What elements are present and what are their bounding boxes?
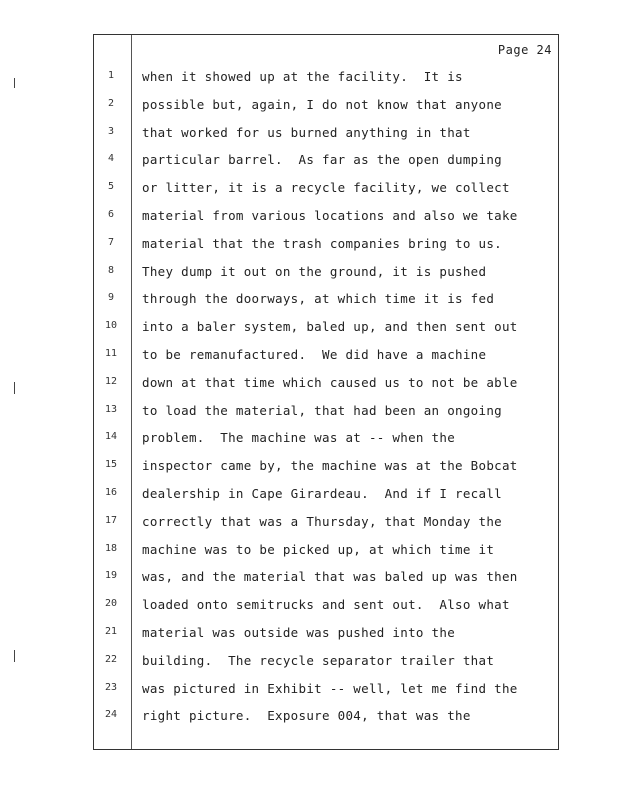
- line-text: into a baler system, baled up, and then sent out: [142, 319, 518, 335]
- line-text: possible but, again, I do not know that anyone: [142, 96, 502, 112]
- line-number: 11: [104, 348, 118, 359]
- line-number: 5: [107, 181, 115, 193]
- line-text: material from various locations and also we take: [142, 208, 518, 223]
- line-text: or litter, it is a recycle facility, we collect: [142, 180, 510, 196]
- transcript-line: [94, 428, 560, 448]
- transcript-line: [94, 289, 560, 309]
- transcript-line: [94, 262, 560, 282]
- line-number: 16: [104, 487, 118, 498]
- transcript-line: [94, 95, 560, 115]
- line-text: material was outside was pushed into the: [142, 625, 456, 640]
- line-number: 18: [104, 542, 118, 554]
- line-number: 7: [107, 236, 115, 248]
- line-text: was, and the material that was baled up was then: [142, 569, 518, 585]
- scan-mark: [14, 382, 15, 394]
- transcript-line: [94, 317, 560, 337]
- transcript-line: [94, 567, 560, 587]
- line-number: 24: [104, 709, 118, 721]
- transcript-line: [94, 623, 560, 643]
- transcript-line: [94, 178, 560, 198]
- line-number: 6: [107, 209, 115, 220]
- line-number: 4: [107, 153, 115, 165]
- transcript-page: [93, 34, 559, 750]
- line-text: building. The recycle separator trailer that: [142, 652, 495, 668]
- line-text: when it showed up at the facility. It is: [142, 69, 463, 84]
- transcript-line: [94, 456, 560, 476]
- line-text: dealership in Cape Girardeau. And if I recall: [142, 486, 502, 501]
- line-number: 3: [107, 125, 115, 137]
- transcript-line: [94, 595, 560, 615]
- page-number: Page 24: [497, 43, 552, 57]
- transcript-line: [94, 123, 560, 143]
- transcript-line: [94, 706, 560, 726]
- transcript-line: [94, 345, 560, 365]
- line-number: 19: [104, 570, 118, 582]
- line-number: 2: [107, 97, 115, 109]
- transcript-line: [94, 373, 560, 393]
- transcript-line: [94, 206, 560, 226]
- transcript-line: [94, 401, 560, 421]
- transcript-line: [94, 150, 560, 170]
- transcript-line: [94, 540, 560, 560]
- line-number: 20: [104, 598, 118, 610]
- line-text: was pictured in Exhibit -- well, let me find the: [142, 680, 518, 696]
- scan-mark: [14, 650, 15, 662]
- line-text: loaded onto semitrucks and sent out. Also what: [142, 597, 510, 613]
- line-text: problem. The machine was at -- when the: [142, 430, 456, 446]
- line-number: 14: [104, 431, 118, 443]
- scan-mark: [14, 78, 15, 88]
- transcript-line: [94, 67, 560, 87]
- line-number: 8: [107, 264, 115, 276]
- line-number: 9: [107, 292, 115, 304]
- line-text: inspector came by, the machine was at the Bobcat: [142, 458, 518, 474]
- line-text: right picture. Exposure 004, that was the: [142, 708, 471, 724]
- line-text: to be remanufactured. We did have a machine: [142, 347, 487, 362]
- line-text: material that the trash companies bring to us.: [142, 235, 502, 251]
- line-number: 1: [107, 70, 115, 81]
- line-number: 22: [104, 653, 118, 665]
- transcript-line: [94, 679, 560, 699]
- line-text: correctly that was a Thursday, that Monday the: [142, 513, 502, 529]
- line-text: They dump it out on the ground, it is pushed: [142, 263, 487, 279]
- line-text: that worked for us burned anything in that: [142, 124, 471, 140]
- line-text: machine was to be picked up, at which time it: [142, 541, 495, 557]
- line-number: 15: [104, 459, 118, 471]
- line-text: through the doorways, at which time it is fed: [142, 291, 495, 307]
- line-number: 12: [104, 375, 118, 387]
- line-number: 17: [104, 514, 118, 526]
- line-number: 13: [104, 403, 118, 415]
- transcript-line: [94, 512, 560, 532]
- transcript-line: [94, 484, 560, 504]
- transcript-line: [94, 234, 560, 254]
- line-text: to load the material, that had been an ongoing: [142, 402, 502, 418]
- line-number: 23: [104, 681, 118, 693]
- line-text: particular barrel. As far as the open dumping: [142, 152, 502, 168]
- line-number: 21: [104, 626, 118, 637]
- line-text: down at that time which caused us to not be able: [142, 374, 518, 390]
- line-number: 10: [104, 320, 118, 332]
- transcript-line: [94, 651, 560, 671]
